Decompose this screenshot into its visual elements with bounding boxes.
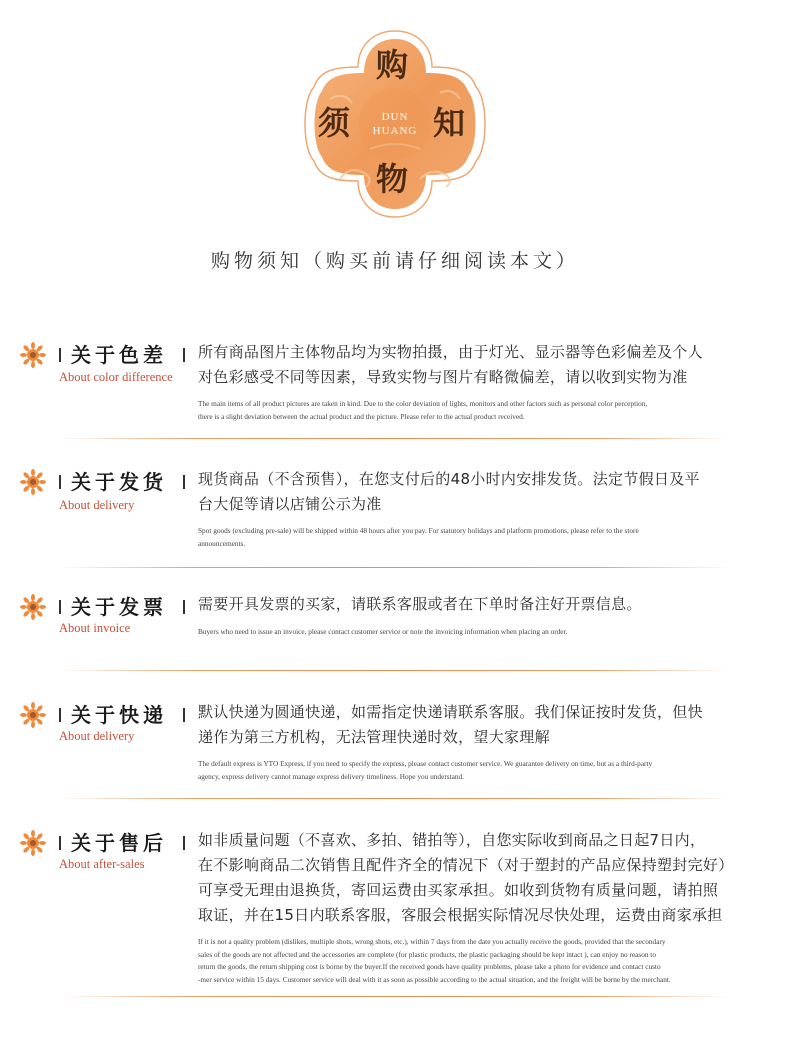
section-body bbox=[198, 340, 773, 423]
en-line: Spot goods (excluding pre-sale) will be shipped within 48 hours after you pay. For statutory holidays and platform promotions, please refer to the store bbox=[198, 526, 639, 535]
title-bar-left bbox=[59, 475, 61, 489]
section-subtitle: About after-sales bbox=[59, 857, 145, 871]
zh-line: 需要开具发票的买家，请联系客服或者在下单时备注好开票信息。 bbox=[198, 595, 642, 613]
emblem-char-wu: 物 bbox=[376, 160, 409, 198]
section-body bbox=[198, 700, 773, 783]
page-title: 购物须知（购买前请仔细阅读本文） bbox=[210, 250, 579, 272]
en-text bbox=[198, 525, 773, 550]
section-divider bbox=[60, 670, 730, 671]
section-title: 关于快递 bbox=[71, 703, 167, 727]
title-bar-left bbox=[59, 600, 61, 614]
section-divider bbox=[60, 438, 730, 439]
section-subtitle: About invoice bbox=[59, 621, 131, 635]
emblem-latin-huang: HUANG bbox=[372, 125, 418, 137]
orange-flower-icon bbox=[20, 830, 46, 856]
orange-flower-icon bbox=[20, 469, 46, 495]
section-body bbox=[198, 467, 773, 550]
title-bar-right bbox=[183, 836, 185, 850]
en-text bbox=[198, 626, 773, 639]
emblem-char-xu: 须 bbox=[318, 104, 351, 142]
title-bar-left bbox=[59, 836, 61, 850]
section-title: 关于售后 bbox=[71, 831, 167, 855]
zh-line: 现货商品（不含预售），在您支付后的48小时内安排发货。法定节假日及平 bbox=[198, 470, 700, 488]
en-text bbox=[198, 398, 773, 423]
section-subtitle: About delivery bbox=[59, 498, 135, 512]
en-line: -mer service within 15 days. Customer service will deal with it as soon as possible according to the actual situation, and the freight will be borne by the merchant. bbox=[198, 974, 671, 984]
en-text bbox=[198, 758, 773, 783]
zh-line: 取证，并在15日内联系客服，客服会根据实际情况尽快处理，运费由商家承担 bbox=[198, 906, 723, 924]
section-title: 关于发货 bbox=[71, 470, 167, 494]
en-line: there is a slight deviation between the actual product and the picture. Please refer to the actual product received. bbox=[198, 411, 525, 421]
en-line: return the goods, the return shipping cost is borne by the buyer.If the received goods have quality problems, please take a photo for evidence and contact custo bbox=[198, 962, 661, 971]
orange-flower-icon bbox=[20, 702, 46, 728]
en-line: If it is not a quality problem (dislikes, multiple shots, wrong shots, etc.), within 7 days from the date you actually receive the goods, provided that the secondary bbox=[198, 937, 666, 946]
emblem-latin-dun: DUN bbox=[381, 111, 409, 123]
zh-line: 所有商品图片主体物品均为实物拍摄，由于灯光、显示器等色彩偏差及个人 bbox=[198, 343, 703, 361]
en-line: Buyers who need to issue an invoice, please contact customer service or note the invoicing information when placing an order. bbox=[198, 627, 568, 636]
section-subtitle: About delivery bbox=[59, 729, 135, 743]
title-bar-right bbox=[183, 348, 185, 362]
title-bar-right bbox=[183, 708, 185, 722]
title-bar-right bbox=[183, 600, 185, 614]
section-subtitle: About color difference bbox=[59, 370, 173, 384]
emblem-char-zhi: 知 bbox=[433, 104, 466, 142]
en-line: announcements. bbox=[198, 538, 246, 548]
zh-line: 对色彩感受不同等因素，导致实物与图片有略微偏差，请以收到实物为准 bbox=[198, 368, 688, 386]
zh-line: 台大促等请以店铺公示为准 bbox=[198, 495, 382, 513]
title-bar-left bbox=[59, 348, 61, 362]
en-line: agency, express delivery cannot manage express delivery timeliness. Hope you understand. bbox=[198, 771, 464, 781]
zh-line: 递作为第三方机构，无法管理快递时效，望大家理解 bbox=[198, 728, 550, 746]
zh-line: 可享受无理由退换货，寄回运费由买家承担。如收到货物有质量问题，请拍照 bbox=[198, 881, 719, 899]
zh-line: 在不影响商品二次销售且配件齐全的情况下（对于塑封的产品应保持塑封完好） bbox=[198, 856, 734, 874]
dunhuang-emblem bbox=[300, 29, 490, 219]
section-divider bbox=[60, 567, 730, 568]
orange-flower-icon bbox=[20, 342, 46, 368]
orange-flower-icon bbox=[20, 594, 46, 620]
emblem-char-gou: 购 bbox=[376, 46, 409, 84]
section-title: 关于色差 bbox=[71, 343, 167, 367]
title-bar-left bbox=[59, 708, 61, 722]
en-line: The default express is YTO Express, if you need to specify the express, please contact customer service. We guarantee delivery on time, but as a third-party bbox=[198, 759, 653, 768]
section-body bbox=[198, 828, 773, 986]
section-title: 关于发票 bbox=[71, 595, 167, 619]
section-body bbox=[198, 592, 773, 639]
section-divider bbox=[60, 798, 730, 799]
zh-line: 如非质量问题（不喜欢、多拍、错拍等），自您实际收到商品之日起7日内， bbox=[198, 831, 706, 849]
title-bar-right bbox=[183, 475, 185, 489]
en-line: The main items of all product pictures are taken in kind. Due to the color deviation of lights, monitors and other factors such as personal color perception, bbox=[198, 399, 648, 408]
zh-line: 默认快递为圆通快递，如需指定快递请联系客服。我们保证按时发货，但快 bbox=[198, 703, 703, 721]
en-line: sales of the goods are not affected and the accessories are complete (for plastic products, the plastic packaging should be kept intact ), can enjoy no reason to bbox=[198, 949, 656, 959]
section-divider bbox=[60, 996, 730, 997]
en-text bbox=[198, 936, 773, 986]
